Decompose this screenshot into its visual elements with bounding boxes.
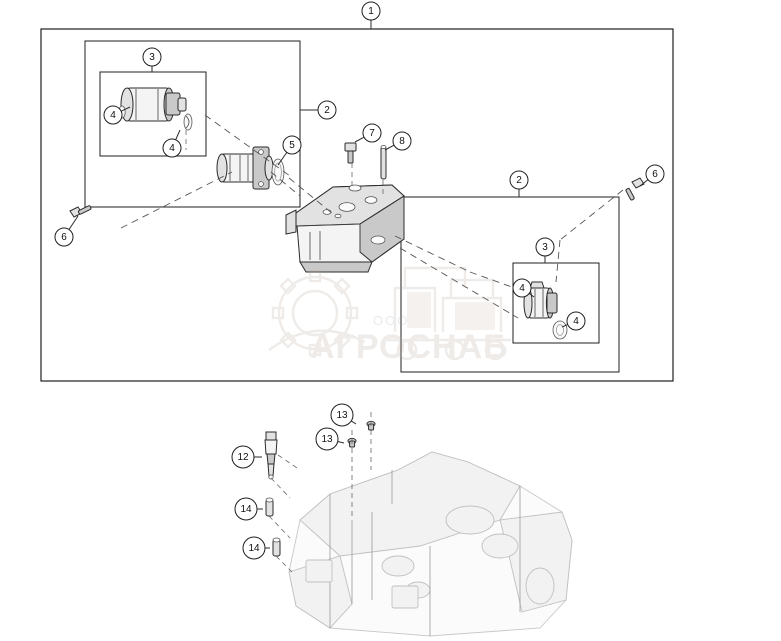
bolt-item-7	[345, 143, 356, 163]
pin-item-8	[381, 145, 386, 179]
callout-label: 6	[61, 232, 67, 243]
callout-label: 7	[369, 128, 375, 139]
callout-leader	[355, 137, 364, 142]
plug-item-14-lower	[273, 538, 280, 556]
pump-body-main	[286, 185, 404, 272]
callout-label: 12	[237, 452, 249, 463]
callout-label: 2	[516, 175, 522, 186]
right-detail-frame	[401, 197, 619, 372]
watermark-line1: ООО	[373, 313, 410, 328]
callout-leader	[385, 145, 394, 150]
callout-label: 6	[652, 169, 658, 180]
callout-leader	[69, 216, 78, 230]
callout-label: 4	[169, 143, 175, 154]
callout-label: 3	[542, 242, 548, 253]
screw-item-6-left	[70, 205, 91, 217]
screw-item-6-right	[625, 178, 644, 200]
sensor-item-12	[265, 432, 277, 479]
callout-label: 4	[110, 110, 116, 121]
callout-group	[55, 2, 664, 559]
callout-leader	[176, 130, 180, 140]
callout-label: 14	[248, 543, 260, 554]
callout-label: 4	[573, 316, 579, 327]
callout-label: 4	[519, 283, 525, 294]
callout-label: 14	[240, 504, 252, 515]
callout-label: 5	[289, 140, 295, 151]
callout-label: 13	[321, 434, 333, 445]
callout-label: 1	[368, 6, 374, 17]
callout-label: 13	[336, 410, 348, 421]
plug-item-14-upper	[266, 498, 273, 516]
callout-label: 2	[324, 105, 330, 116]
left-solenoid-detail	[119, 88, 192, 130]
callout-label: 8	[399, 136, 405, 147]
callout-leader	[338, 442, 344, 443]
valve-cartridge-left	[217, 147, 284, 189]
callout-label: 3	[149, 52, 155, 63]
callout-leader	[351, 421, 356, 424]
lower-housing-ghost	[289, 452, 572, 636]
watermark-line2: АГРОСНАБ	[310, 328, 509, 366]
